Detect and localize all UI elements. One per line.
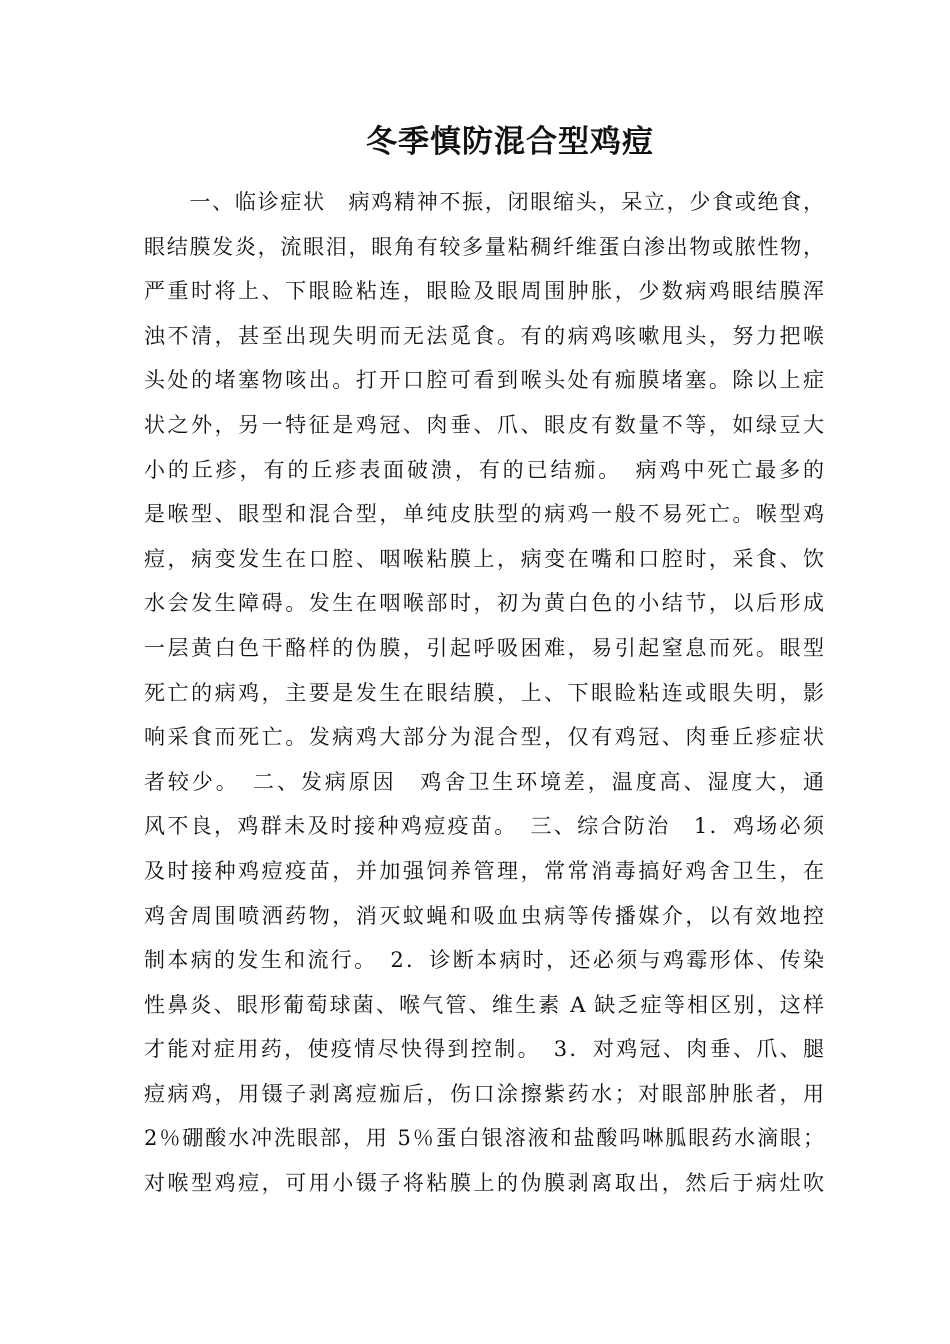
body-line: 小的丘疹，有的丘疹表面破溃，有的已结痂。 病鸡中死亡最多的 (144, 457, 824, 482)
body-line: 2％硼酸水冲洗眼部，用 5％蛋白银溶液和盐酸吗啉胍眼药水滴眼； (144, 1126, 824, 1151)
body-line: 制本病的发生和流行。 2．诊断本病时，还必须与鸡霉形体、传染 (144, 948, 824, 973)
body-line: 者较少。 二、发病原因 鸡舍卫生环境差，温度高、湿度大，通 (144, 769, 824, 794)
body-line: 及时接种鸡痘疫苗，并加强饲养管理，常常消毒搞好鸡舍卫生，在 (144, 858, 824, 883)
body-line: 是喉型、眼型和混合型，单纯皮肤型的病鸡一般不易死亡。喉型鸡 (144, 502, 824, 527)
body-line: 严重时将上、下眼睑粘连，眼睑及眼周围肿胀，少数病鸡眼结膜浑 (144, 279, 824, 304)
body-line: 才能对症用药，使疫情尽快得到控制。 3．对鸡冠、肉垂、爪、腿 (144, 1037, 824, 1062)
document-body (144, 180, 824, 1206)
body-line: 一、临诊症状 病鸡精神不振，闭眼缩头，呆立，少食或绝食， (144, 190, 824, 214)
body-line: 状之外，另一特征是鸡冠、肉垂、爪、眼皮有数量不等，如绿豆大 (144, 412, 824, 437)
document-title: 冬季慎防混合型鸡痘 (366, 124, 654, 160)
body-line: 头处的堵塞物咳出。打开口腔可看到喉头处有痂膜堵塞。除以上症 (144, 368, 824, 393)
body-line: 浊不清，甚至出现失明而无法觅食。有的病鸡咳嗽甩头，努力把喉 (144, 323, 824, 348)
body-line: 性鼻炎、眼形葡萄球菌、喉气管、维生素 A 缺乏症等相区别，这样 (144, 992, 824, 1017)
body-line: 水会发生障碍。发生在咽喉部时，初为黄白色的小结节，以后形成 (144, 591, 824, 616)
body-line: 鸡舍周围喷洒药物，消灭蚊蝇和吸血虫病等传播媒介，以有效地控 (144, 903, 824, 928)
body-line: 痘，病变发生在口腔、咽喉粘膜上，病变在嘴和口腔时，采食、饮 (144, 546, 824, 571)
body-line: 对喉型鸡痘，可用小镊子将粘膜上的伪膜剥离取出，然后于病灶吹 (144, 1171, 824, 1196)
body-line: 眼结膜发炎，流眼泪，眼角有较多量粘稠纤维蛋白渗出物或脓性物， (144, 234, 824, 259)
body-line: 死亡的病鸡，主要是发生在眼结膜，上、下眼睑粘连或眼失明，影 (144, 680, 824, 705)
body-line: 风不良，鸡群未及时接种鸡痘疫苗。 三、综合防治 1．鸡场必须 (144, 814, 824, 839)
body-line: 一层黄白色干酪样的伪膜，引起呼吸困难，易引起窒息而死。眼型 (144, 635, 824, 660)
body-line: 痘病鸡，用镊子剥离痘痂后，伤口涂擦紫药水；对眼部肿胀者，用 (144, 1081, 824, 1106)
body-line: 响采食而死亡。发病鸡大部分为混合型，仅有鸡冠、肉垂丘疹症状 (144, 725, 824, 750)
